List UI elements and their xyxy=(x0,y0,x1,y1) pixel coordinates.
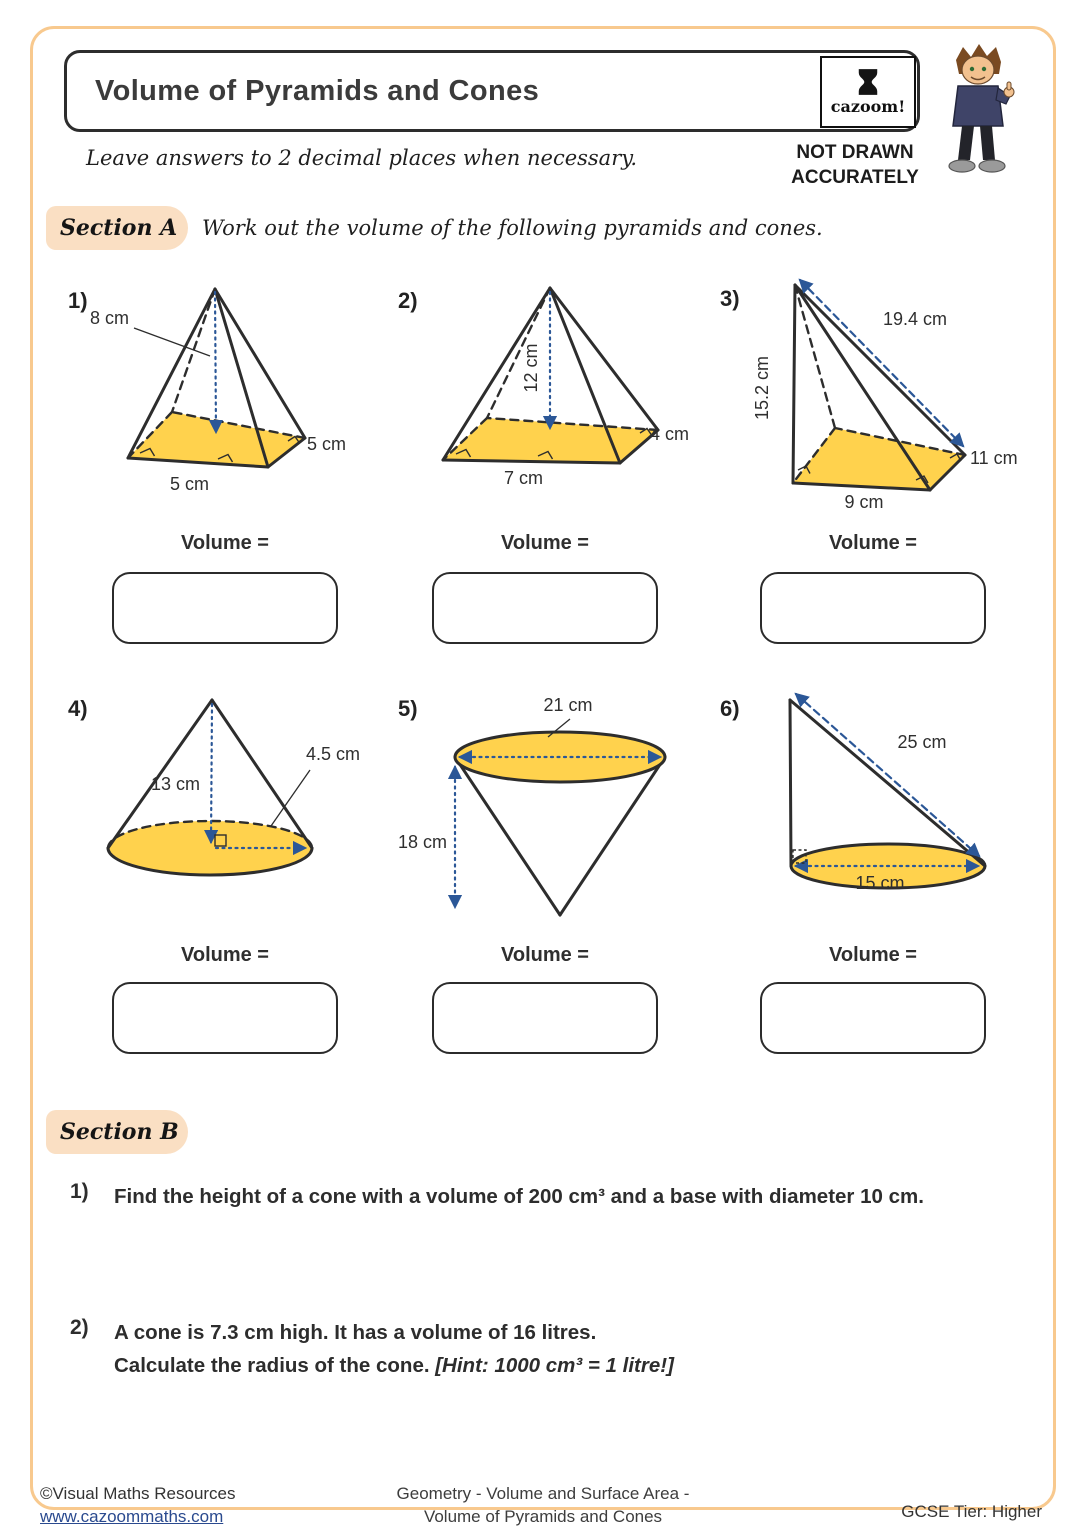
problem-6-number: 6) xyxy=(720,696,740,721)
dimension-label: 9 cm xyxy=(844,492,884,512)
page-title: Volume of Pyramids and Cones xyxy=(95,74,540,107)
dimension-label: 25 cm xyxy=(897,732,947,752)
cazoommaths-link[interactable]: www.cazoommaths.com xyxy=(40,1507,224,1526)
question-1-number: 1) xyxy=(70,1180,89,1203)
volume-label-2: Volume = xyxy=(501,532,589,554)
answer-box-2[interactable] xyxy=(432,572,658,644)
question-2-line2: Calculate the radius of the cone. [Hint: 1000 cm³ = 1 litre!] xyxy=(114,1354,674,1377)
cone-diagram-4 xyxy=(58,688,388,932)
question-2-text xyxy=(114,1316,1044,1382)
dimension-label: 8 cm xyxy=(90,308,130,328)
dimension-label: 18 cm xyxy=(397,832,447,852)
answer-box-1[interactable] xyxy=(112,572,338,644)
volume-label-1: Volume = xyxy=(181,532,269,554)
volume-label-3: Volume = xyxy=(829,532,917,554)
section-a-instruction: Work out the volume of the following pyramids and cones. xyxy=(202,216,823,240)
dimension-label: 5 cm xyxy=(170,474,210,494)
dimension-label: 15 cm xyxy=(855,873,905,893)
dimension-label: 15.2 cm xyxy=(752,355,772,421)
dimension-label: 12 cm xyxy=(521,343,541,393)
footer-tier: GCSE Tier: Higher xyxy=(901,1502,1042,1521)
dimension-label: 4.5 cm xyxy=(306,744,361,764)
problem-4-number: 4) xyxy=(68,696,88,721)
logo-wordmark: cazoom! xyxy=(830,97,906,116)
instructions-note: Leave answers to 2 decimal places when necessary. xyxy=(86,146,637,170)
question-1-text: Find the height of a cone with a volume of 200 cm³ and a base with diameter 10 cm. xyxy=(114,1185,924,1208)
dimension-label: 19.4 cm xyxy=(882,309,948,329)
section-a-label: Section A xyxy=(46,206,188,250)
dimension-label: 4 cm xyxy=(650,424,690,444)
problem-5-number: 5) xyxy=(398,696,418,721)
volume-label-5: Volume = xyxy=(501,944,589,966)
dimension-label: 21 cm xyxy=(543,695,593,715)
pyramid-diagram-1 xyxy=(58,272,388,517)
question-2-hint: [Hint: 1000 cm³ = 1 litre!] xyxy=(435,1354,674,1377)
footer-topic: Geometry - Volume and Surface Area - Volume of Pyramids and Cones xyxy=(396,1484,690,1526)
problem-3-number: 3) xyxy=(720,286,740,311)
problem-2-number: 2) xyxy=(398,288,418,313)
hourglass-icon xyxy=(856,68,880,96)
pyramid-diagram-3 xyxy=(712,268,1042,520)
volume-label-6: Volume = xyxy=(829,944,917,966)
problem-1-number: 1) xyxy=(68,288,88,313)
question-2-number: 2) xyxy=(70,1316,89,1339)
question-2-line1: A cone is 7.3 cm high. It has a volume of 16 litres. xyxy=(114,1321,597,1344)
cazoom-logo xyxy=(820,56,916,128)
dimension-label: 7 cm xyxy=(504,468,544,488)
not-drawn-notice: NOT DRAWN ACCURATELY xyxy=(791,142,919,188)
title-box xyxy=(64,50,920,132)
answer-box-6[interactable] xyxy=(760,982,986,1054)
section-b-label: Section B xyxy=(46,1110,188,1154)
dimension-label: 5 cm xyxy=(307,434,347,454)
pyramid-diagram-2 xyxy=(388,272,718,517)
dimension-label: 11 cm xyxy=(970,448,1018,468)
answer-box-5[interactable] xyxy=(432,982,658,1054)
footer-credit: ©Visual Maths Resources www.cazoommaths.com xyxy=(40,1484,236,1526)
volume-label-4: Volume = xyxy=(181,944,269,966)
cone-diagram-5 xyxy=(388,685,718,937)
answer-box-4[interactable] xyxy=(112,982,338,1054)
cone-diagram-6 xyxy=(712,686,1042,930)
answer-box-3[interactable] xyxy=(760,572,986,644)
mascot-illustration xyxy=(936,40,1016,192)
dimension-label: 13 cm xyxy=(150,774,200,794)
